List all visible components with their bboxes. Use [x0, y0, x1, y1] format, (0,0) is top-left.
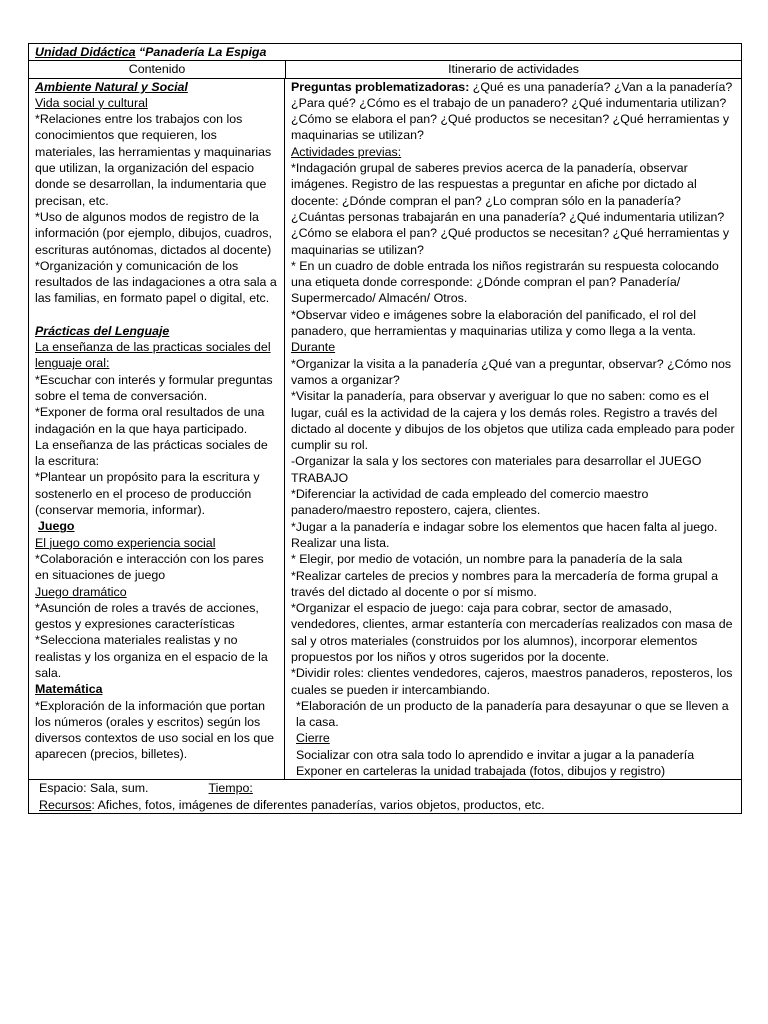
activity-item: *Organizar la visita a la panadería ¿Qué van a preguntar, observar? ¿Cómo nos vamos a organizar? [291, 356, 732, 387]
activity-item: * En un cuadro de doble entrada los niños registrarán su respuesta colocando una etiqueta donde corresponde: ¿Dónde compran el pan? Panadería/ Supermercado/ Almacén/ Otros. [291, 258, 719, 306]
recursos-label: Recursos [39, 797, 92, 812]
content-row [29, 79, 741, 781]
activity-item: * Elegir, por medio de votación, un nombre para la panadería de la sala [291, 552, 683, 567]
content-item: *Escuchar con interés y formular preguntas sobre el tema de conversación. [35, 372, 273, 403]
content-item: *Selecciona materiales realistas y no realistas y los organiza en el espacio de la sala. [35, 633, 268, 680]
section-title-juego: Juego [38, 519, 75, 534]
header-row [29, 61, 741, 78]
section-title-lenguaje: Prácticas del Lenguaje [35, 323, 170, 338]
content-item: *Organización y comunicación de los resultados de las indagaciones a otra sala a las familias, en formato papel o digital, etc. [35, 258, 277, 306]
footer-cell [29, 780, 555, 813]
footer-row [29, 780, 741, 813]
contenido-column [29, 79, 285, 780]
guiding-questions [291, 79, 735, 144]
content-item: *Colaboración e interacción con los pares en situaciones de juego [35, 551, 264, 583]
activity-item: *Elaboración de un producto de la panadería para desayunar o que se lleven a la casa. [296, 698, 729, 730]
section-title-matematica: Matemática [35, 682, 103, 697]
activity-item: *Visitar la panadería, para observar y averiguar lo que no saben: como es el lugar, cuál es la actividad de la cajera y los demás roles. Registro a través del dictado al docente y dibujos de los objetos que utiliza cada empleado para poder cumplir su rol. [291, 389, 735, 453]
phase-title-cierre: Cierre [296, 731, 330, 746]
content-item: *Asunción de roles a través de acciones, gestos y expresiones características [35, 600, 259, 632]
recursos-text: : Afiches, fotos, imágenes de diferentes panaderías, varios objetos, productos, etc. [91, 797, 545, 812]
content-item: *Relaciones entre los trabajos con los conocimientos que requieren, los materiales, las herramientas y maquinarias que utilizan, la organización del espacio donde se desarrollan, la indumentaria que precisan, etc. [35, 112, 272, 208]
activity-item: *Indagación grupal de saberes previos acerca de la panadería, observar imágenes. Registro de las respuestas a preguntar en afiche por dictado al docente: ¿Dónde compran el pan? ¿Lo compran sólo en la panadería? ¿Cuántas personas trabajarán en una panadería? ¿Qué indumentaria utilizan? ¿Cómo se elabora el pan? ¿Qué productos se necesitan? ¿Qué herramientas y maquinarias se utilizan? [291, 161, 730, 257]
phase-title-durante: Durante [291, 340, 336, 355]
subsection-juego-dramatico: Juego dramático [35, 584, 127, 599]
content-item: *Plantear un propósito para la escritura y sostenerlo en el proceso de producción (conservar memoria, informar). [35, 470, 260, 518]
activity-item: Exponer en carteleras la unidad trabajada (fotos, dibujos y registro) [296, 764, 666, 779]
activity-item: *Dividir roles: clientes vendedores, cajeros, maestros panaderos, reposteros, los cuales se pueden ir intercambiando. [291, 666, 733, 697]
content-item: La enseñanza de las prácticas sociales de la escritura: [35, 437, 268, 469]
section-title-ambiente: Ambiente Natural y Social [35, 79, 188, 94]
tiempo-label: Tiempo: [208, 781, 253, 796]
subsection-juego-social: El juego como experiencia social [35, 535, 216, 550]
column-header-contenido: Contenido [29, 61, 286, 77]
activity-item: -Organizar la sala y los sectores con materiales para desarrollar el JUEGO TRABAJO [291, 454, 702, 485]
planning-table [28, 43, 742, 814]
subsection-lenguaje-oral: La enseñanza de las practicas sociales del lenguaje oral: [35, 340, 271, 371]
unit-title [29, 44, 272, 60]
activity-item: Socializar con otra sala todo lo aprendido e invitar a jugar a la panadería [296, 747, 695, 762]
guiding-questions-label: Preguntas problematizadoras: [291, 79, 470, 94]
activity-item: *Diferenciar la actividad de cada empleado del comercio maestro panadero/maestro repostero, cajera, clientes. [291, 487, 649, 518]
guiding-questions-text: ¿Qué es una panadería? ¿Van a la panadería? ¿Para qué? ¿Cómo es el trabajo de un panadero? ¿Qué indumentaria utilizan? ¿Cómo se elabora el pan? ¿Qué productos se necesitan? ¿Qué herramientas y maquinarias se utilizan? [291, 79, 733, 143]
itinerario-column [285, 79, 741, 780]
content-item: *Exploración de la información que portan los números (orales y escritos) según los diversos contextos de uso social en los que aparecen (precios, billetes). [35, 698, 275, 762]
unit-title-name: “Panadería La Espiga [135, 45, 267, 59]
spacer [35, 307, 278, 323]
content-item: *Uso de algunos modos de registro de la información (por ejemplo, dibujos, cuadros, escrituras autónomas, dictados al docente) [35, 209, 272, 257]
espacio-text: Espacio: Sala, sum. [39, 781, 149, 796]
activity-item: *Jugar a la panadería e indagar sobre los elementos que hacen falta al juego. Realizar una lista. [291, 519, 718, 550]
phase-title-previas: Actividades previas: [291, 144, 402, 159]
subsection-vida-social: Vida social y cultural [35, 95, 148, 110]
column-header-itinerario: Itinerario de actividades [448, 62, 579, 77]
footer-line-2 [39, 797, 545, 813]
activity-item: *Observar video e imágenes sobre la elaboración del panificado, el rol del panadero, que herramientas y maquinarias utiliza y como llega a la venta. [291, 307, 697, 339]
footer-line-1 [39, 780, 545, 796]
title-row [29, 44, 741, 61]
activity-item: *Organizar el espacio de juego: caja para cobrar, sector de amasado, vendedores, clientes, armar estantería con mercaderías realizados con masa de sal y otros materiales (construidos por los alumnos), incorporar elementos propuestos por los niños y otros sugeridos por la docente. [291, 601, 733, 664]
activity-item: *Realizar carteles de precios y nombres para la mercadería de forma grupal a través del dictado al docente o por sí mismo. [291, 568, 718, 599]
content-item: *Exponer de forma oral resultados de una indagación en la que haya participado. [35, 405, 265, 436]
unit-title-prefix: Unidad Didáctica [35, 45, 136, 59]
